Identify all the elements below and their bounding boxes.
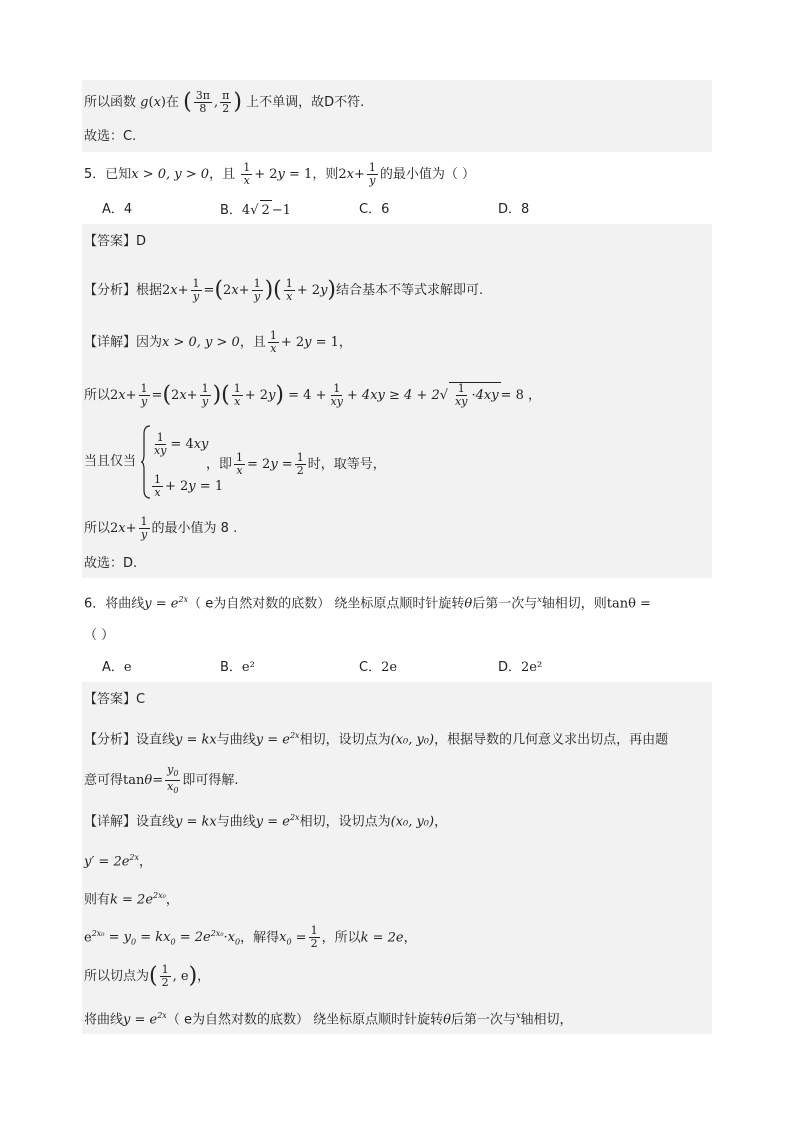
option-c[interactable]: C．6 <box>359 202 390 217</box>
question-6-blank: （ ） <box>84 628 115 643</box>
k-line: 则有$k = 2e^{2x_0}$， <box>84 891 179 908</box>
choose-line: 故选：D. <box>84 556 138 571</box>
equality-result: ，即 $\frac{1}{x}$ = 2y = $\frac{1}{2}$ 时，取等号， <box>206 451 386 477</box>
solve-line: $e^{2x_0} = y_0 = kx_0 = 2e^{2x_0}\cdot x_0$，解得$x_0$ = $\frac{1}{2}$ ，所以k = 2e， <box>84 924 417 951</box>
option-d[interactable]: D．8 <box>498 202 530 217</box>
min-value-line: 所以2x+ $\frac{1}{y}$ 的最小值为 8 . <box>84 515 238 541</box>
equality-condition: 当且仅当 <box>84 454 137 469</box>
option-d[interactable]: D．2e² <box>498 660 543 675</box>
question-5-stem: 5．已知x > 0, y > 0，且 $\frac{1}{x}$ + 2y = 1，则2x+ $\frac{1}{y}$ 的最小值为（ ） <box>84 161 476 187</box>
question-6-stem: 6．将曲线$y = e^{2x}$（ e为自然对数的底数） 绕坐标原点顺时针旋转θ后第一次与$^x$轴相切，则tanθ = <box>84 595 651 612</box>
tangent-point-line: 所以切点为( $\frac{1}{2}$ , e)， <box>84 963 211 989</box>
detail-line: 【详解】因为x > 0, y > 0，且 $\frac{1}{x}$ + 2y = 1， <box>84 329 352 355</box>
answer-label: 【答案】D <box>84 234 147 249</box>
derivation-line: 所以2x+ $\frac{1}{y}$ =(2x+ $\frac{1}{y}$ )( $\frac{1}{x}$ + 2y) = 4 + $\frac{1}{xy}$ + 4xy ≥ 4 + 2√ $\frac{1}{xy}$ ·4xy = 8 ， <box>84 382 541 408</box>
option-c[interactable]: C．2e <box>359 660 398 675</box>
option-a[interactable]: A．4 <box>102 202 133 217</box>
rotation-line: 将曲线$y = e^{2x}$（ e为自然对数的底数） 绕坐标原点顺时针旋转θ后第一次与$^x$轴相切， <box>84 1011 573 1028</box>
system-eq-2: $\frac{1}{x}$ + 2y = 1 <box>154 473 224 499</box>
option-b[interactable]: B．4√ 2 −1 <box>220 200 291 221</box>
analysis-line: 【分析】根据2x+ $\frac{1}{y}$ =(2x+ $\frac{1}{y}$ )( $\frac{1}{x}$ + 2y)结合基本不等式求解即可. <box>84 277 484 303</box>
system-eq-1: $\frac{1}{xy}$ = 4xy <box>154 431 209 457</box>
analysis-line-2: 意可得tanθ= $\frac{y_0}{x_0}$ 即可得解. <box>84 763 239 796</box>
option-b[interactable]: B．e² <box>220 660 255 675</box>
option-a[interactable]: A．e <box>102 660 132 675</box>
detail-line: 【详解】设直线y = kx与曲线$y = e^{2x}$相切，设切点为(x₀, y₀)， <box>84 813 448 830</box>
derivative-line: $y' = 2e^{2x}$， <box>84 853 153 870</box>
analysis-line: 【分析】设直线y = kx与曲线$y = e^{2x}$相切，设切点为(x₀, y₀)，根据导数的几何意义求出切点，再由题 <box>84 731 669 748</box>
text-line: 故选：C. <box>84 129 137 144</box>
text-line: 所以函数 g(x)在 ( $\frac{3\pi}{8}$ , $\frac{\pi}{2}$ ) 上不单调，故D不符. <box>84 89 365 115</box>
answer-label: 【答案】C <box>84 692 146 707</box>
